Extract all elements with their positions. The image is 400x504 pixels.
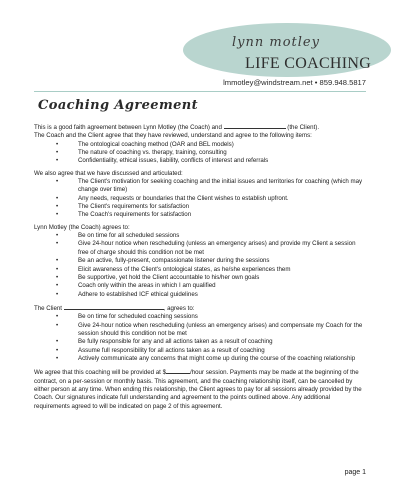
list-item: • Confidentiality, ethical issues, liability, conflicts of interest and referrals bbox=[34, 157, 366, 165]
client-lead bbox=[34, 303, 366, 313]
intro-line-2: The Coach and the Client agree that they have reviewed, understand and agree to the following items: bbox=[34, 132, 312, 140]
list-item: • Give 24-hour notice when rescheduling (unless an emergency arises) and compensate my Coach for the session should this condition not be met bbox=[34, 322, 366, 339]
list-item: • Be fully responsible for any and all actions taken as a result of coaching bbox=[34, 338, 366, 346]
discussed-items-list bbox=[34, 178, 366, 220]
closing-text: We agree that this coaching will be provided at $ bbox=[34, 369, 166, 377]
logo-script-text: lynn motley bbox=[232, 35, 320, 50]
list-item: • Be on time for scheduled coaching sessions bbox=[34, 313, 366, 321]
client-lead-text: The Client bbox=[34, 304, 62, 312]
list-item: • Any needs, requests or boundaries that the Client wishes to establish upfront. bbox=[34, 195, 366, 203]
list-item: • Actively communicate any concerns that might come up during the course of the coaching relationship bbox=[34, 355, 366, 363]
list-item: • The ontological coaching method (OAR and BEL models) bbox=[34, 141, 366, 149]
closing-paragraph bbox=[34, 367, 366, 411]
contact-line: lmmotley@windstream.net • 859.948.5817 bbox=[223, 78, 366, 87]
client-agrees-name-blank[interactable] bbox=[64, 303, 164, 310]
page-title: Coaching Agreement bbox=[38, 98, 199, 113]
list-item: • Be on time for all scheduled sessions bbox=[34, 232, 366, 240]
client-items-list bbox=[34, 313, 366, 363]
list-item: • Coach only within the areas in which I am qualified bbox=[34, 282, 366, 290]
page-number: page 1 bbox=[344, 469, 366, 476]
list-item: • Be supportive, yet hold the Client accountable to his/her own goals bbox=[34, 274, 366, 282]
coach-lead: Lynn Motley (the Coach) agrees to: bbox=[34, 223, 130, 231]
closing-text-end: /hour session. Payments may be made at the beginning of the contract, on a per-session or monthly basis. This agreement, and the coaching relationship itself, can be cancelled by either person at any time. When ending this relationship, the Client agrees to pay for all sessions already provided by the Coach. Our signatures indicate full understanding and agreement to the points outlined above. Any additional requirements agreed to will be indicated on page 2 of this agreement. bbox=[34, 369, 362, 410]
coach-items-list bbox=[34, 232, 366, 299]
list-item: • The nature of coaching vs. therapy, training, consulting bbox=[34, 149, 366, 157]
client-lead-text-end: , agrees to: bbox=[163, 304, 195, 312]
intro-line-1 bbox=[34, 122, 366, 132]
discussed-lead: We also agree that we have discussed and articulated: bbox=[34, 169, 183, 177]
list-item: • Elicit awareness of the Client's ontological states, as he/she experiences them bbox=[34, 266, 366, 274]
header-divider bbox=[34, 91, 366, 92]
intro-text-end: (the Client). bbox=[287, 124, 320, 131]
logo-caps-text: LIFE COACHING bbox=[245, 55, 372, 72]
intro-text: This is a good faith agreement between Lynn Motley (the Coach) and bbox=[34, 124, 222, 131]
reviewed-items-list bbox=[34, 141, 366, 166]
list-item: • Give 24-hour notice when rescheduling (unless an emergency arises) and provide my Client a session free of charge should this condition not be met bbox=[34, 240, 366, 257]
list-item: • Be an active, fully-present, compassionate listener during the sessions bbox=[34, 257, 366, 265]
list-item: • The Client's motivation for seeking coaching and the initial issues and territories for coaching (which may change over time) bbox=[34, 178, 366, 195]
agreement-body bbox=[34, 122, 366, 411]
list-item: • The Client's requirements for satisfaction bbox=[34, 203, 366, 211]
list-item: • Adhere to established ICF ethical guidelines bbox=[34, 291, 366, 299]
client-name-blank[interactable] bbox=[224, 122, 286, 129]
list-item: • Assume full responsibility for all actions taken as a result of coaching bbox=[34, 347, 366, 355]
list-item: • The Coach's requirements for satisfaction bbox=[34, 211, 366, 219]
logo bbox=[182, 22, 392, 78]
hourly-rate-blank[interactable] bbox=[166, 367, 190, 374]
